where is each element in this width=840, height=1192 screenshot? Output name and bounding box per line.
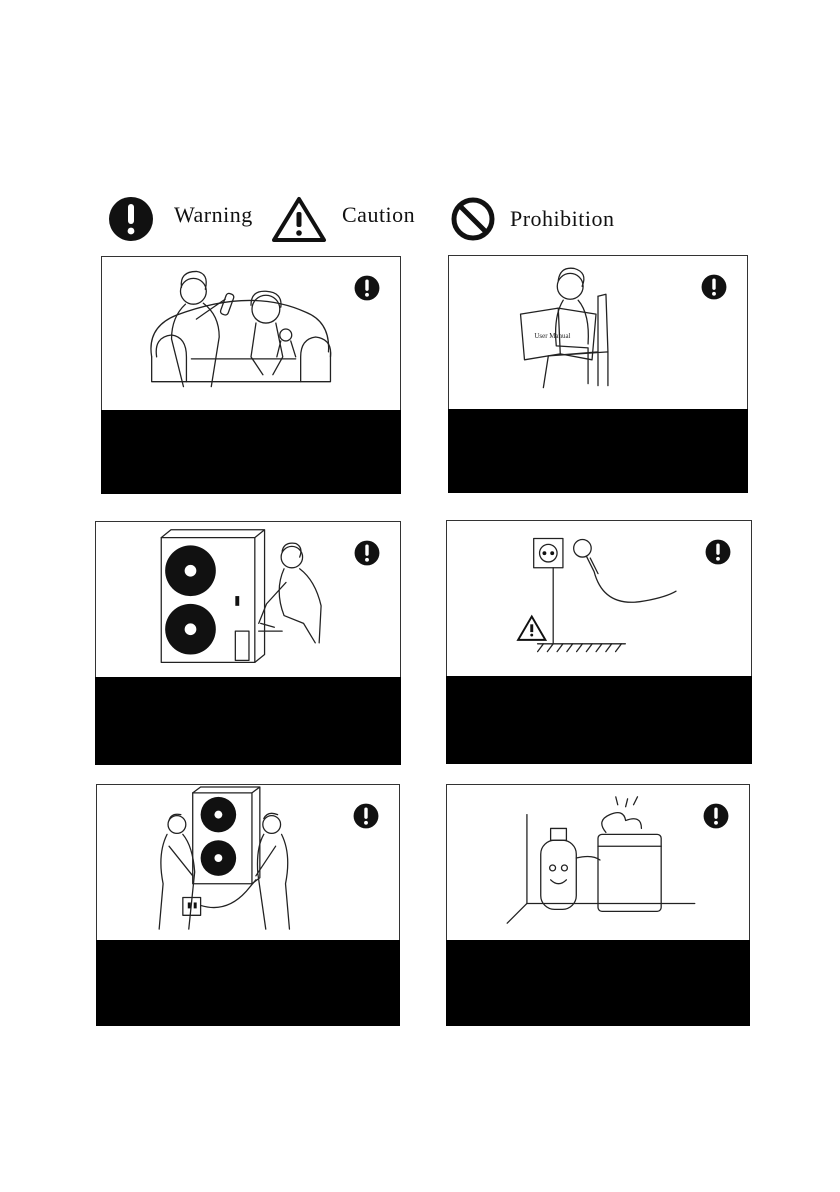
panel-caption	[446, 676, 752, 764]
caution-triangle-icon	[272, 196, 326, 242]
panel-caption	[96, 940, 400, 1026]
panel-caption	[101, 410, 401, 494]
panel-grounding	[446, 520, 752, 764]
legend-prohibition-label: Prohibition	[510, 206, 615, 231]
warning-exclamation-icon	[354, 540, 380, 566]
warning-exclamation-icon	[354, 275, 380, 301]
warning-exclamation-icon	[701, 274, 727, 300]
panel-read-manual	[448, 255, 748, 493]
book-cover-text: User Manual	[534, 331, 571, 340]
warning-exclamation-icon	[108, 196, 154, 242]
panel-caption	[95, 677, 401, 765]
panel-installation	[96, 784, 400, 1026]
panel-wiring-unit	[95, 521, 401, 765]
legend-warning	[104, 196, 264, 244]
panel-children-remote	[101, 256, 401, 494]
legend-warning-label: Warning	[174, 202, 253, 227]
legend-prohibition	[446, 196, 636, 244]
warning-exclamation-icon	[353, 803, 379, 829]
panel-caption	[448, 409, 748, 493]
panel-caption	[446, 940, 750, 1026]
warning-exclamation-icon	[703, 803, 729, 829]
warning-exclamation-icon	[705, 539, 731, 565]
legend-caution-label: Caution	[342, 202, 416, 227]
prohibition-circle-icon	[450, 196, 496, 242]
legend-caution	[272, 196, 432, 244]
panel-gas-leak	[446, 784, 750, 1026]
